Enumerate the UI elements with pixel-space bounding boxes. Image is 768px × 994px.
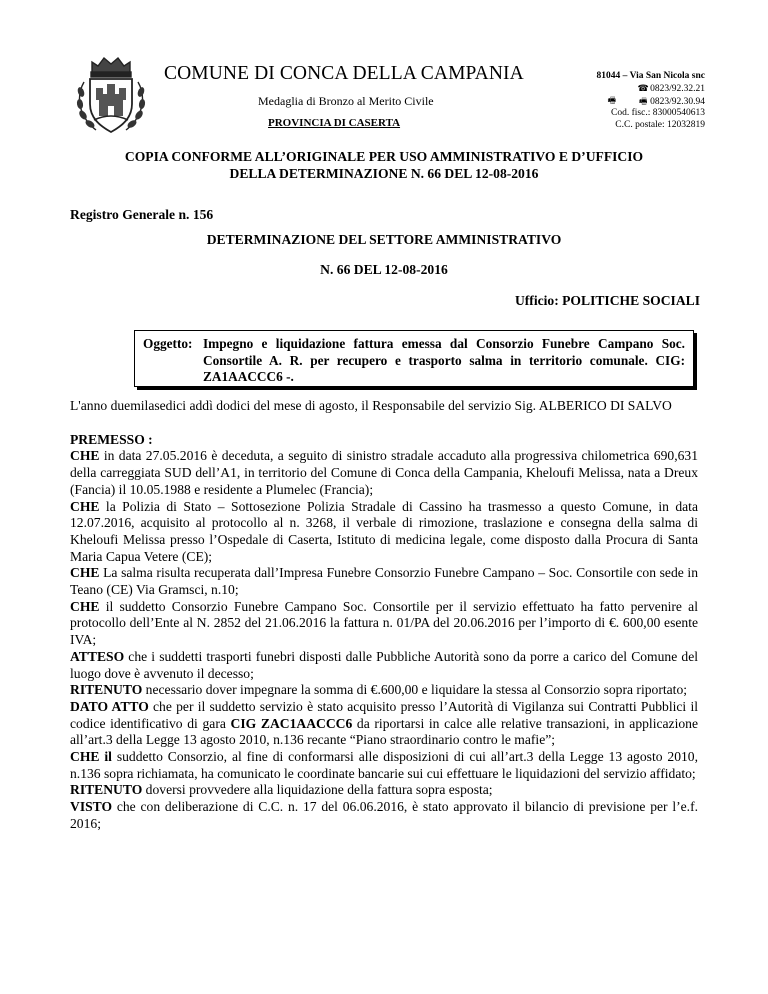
paragraph-text: in data 27.05.2016 è deceduta, a seguito di sinistro stradale accaduto alla progressiva chilometrica 690,631 della carreggiata SUD dell’A1, in territorio del Comune di Conca della Campania, Kheloufi Melissa, nata a Dreux (Fancia) il 10.05.1988 e residente a Plumelec (Francia); <box>70 448 698 497</box>
paragraph-keyword: CHE <box>70 565 100 581</box>
cc-postale-line: C.C. postale: 12032819 <box>615 120 705 131</box>
document-body <box>70 398 698 833</box>
copia-line-2: DELLA DETERMINAZIONE N. 66 DEL 12-08-2016 <box>229 165 539 181</box>
body-paragraph <box>70 682 698 699</box>
municipal-crest-icon <box>72 52 150 138</box>
body-paragraph <box>70 699 698 749</box>
body-paragraph <box>70 565 698 598</box>
registro-generale: Registro Generale n. 156 <box>70 207 214 222</box>
body-paragraph <box>70 749 698 782</box>
fax-number: 0823/92.30.94 <box>650 96 705 107</box>
determinazione-number: N. 66 DEL 12-08-2016 <box>320 262 448 277</box>
determinazione-title: DETERMINAZIONE DEL SETTORE AMMINISTRATIVO <box>206 232 562 247</box>
body-paragraph <box>70 782 698 799</box>
address-line: 81044 – Via San Nicola snc <box>596 71 705 81</box>
ufficio-label: Ufficio: POLITICHE SOCIALI <box>514 293 700 308</box>
body-paragraph <box>70 599 698 649</box>
paragraph-text: suddetto Consorzio, al fine di conformarsi alle disposizioni di cui all’art.3 della Legge 13 agosto 2010, n.136 sopra richiamata, ha comunicato le coordinate bancarie sui cui effettuare le liquidazioni del servizio affidato; <box>70 749 699 781</box>
body-paragraph <box>70 448 698 498</box>
phone-icon: ☎ <box>637 82 649 93</box>
intro-paragraph: L'anno duemilasedici addì dodici del mese di agosto, il Responsabile del servizio Sig. ALBERICO DI SALVO <box>70 398 672 413</box>
copia-conforme-heading <box>70 149 698 182</box>
copia-line-1: COPIA CONFORME ALL’ORIGINALE PER USO AMMINISTRATIVO E D’UFFICIO <box>124 149 644 164</box>
paragraph-keyword: ATTESO <box>70 648 125 664</box>
paragraph-keyword: VISTO <box>70 799 113 815</box>
cig-code: CIG ZAC1AACCC6 <box>230 715 353 731</box>
premesso-heading: PREMESSO : <box>70 431 153 447</box>
paragraph-text: il suddetto Consorzio Funebre Campano Soc. Consortile per il servizio effettuato ha fatto pervenire al protocollo dell’Ente al N. 2852 del 21.06.2016 la fattura n. 01/PA del 20.06.2016 per l’importo di €. 600,00 esente IVA; <box>70 598 698 648</box>
paragraph-keyword: CHE il <box>70 749 112 765</box>
body-paragraph <box>70 799 698 832</box>
paragraph-keyword: CHE <box>70 448 100 464</box>
provincia-label: PROVINCIA DI CASERTA <box>268 117 401 129</box>
oggetto-box <box>134 330 694 387</box>
paragraph-keyword: DATO ATTO <box>70 698 149 714</box>
paragraph-text: La salma risulta recuperata dall’Impresa Funebre Consorzio Funebre Campano – Soc. Consortile con sede in Teano (CE) Via Gramsci, n.10; <box>70 565 698 598</box>
paragraph-text: che con deliberazione di C.C. n. 17 del 06.06.2016, è stato approvato il bilancio di previsione per l’e.f. 2016; <box>70 799 698 831</box>
paragraph-text-cont: da riportarsi in calce alle relative transazioni, in applicazione all’art.3 della Legge 13 agosto 2010, n.136 recante “Piano straordinario contro le mafie”; <box>70 715 698 748</box>
comune-title: COMUNE DI CONCA DELLA CAMPANIA <box>164 63 524 84</box>
paragraph-text: che per il suddetto servizio è stato acquisito presso l’Autorità di Vigilanza sui Contratti Pubblici il codice identificativo di gara <box>70 698 698 731</box>
paragraph-keyword: CHE <box>70 498 100 514</box>
oggetto-text: Impegno e liquidazione fattura emessa dal Consorzio Funebre Campano Soc. Consortile A. R. per recupero e trasporto salma in territorio comunale. CIG: ZA1AACCC6 -. <box>203 336 685 384</box>
paragraph-text: che i suddetti trasporti funebri disposti dalle Pubbliche Autorità sono da porre a carico del Comune del luogo dove è avvenuto il decesso; <box>70 648 698 681</box>
body-paragraph <box>70 649 698 682</box>
paragraph-keyword: RITENUTO <box>70 782 143 798</box>
phone-number: 0823/92.32.21 <box>650 83 705 94</box>
cod-fisc-line: Cod. fisc.: 83000540613 <box>611 108 705 119</box>
fax-icon-secondary: 🖷 <box>607 95 616 105</box>
paragraph-text: la Polizia di Stato – Sottosezione Polizia Stradale di Cassino ha trasmesso a questo Comune, in data 12.07.2016, acquisito al protocollo al n. 3268, il verbale di rimozione, traslazione e consegna della salma di Kheloufi Melissa presso l’Ospedale di Caserta, Istituto di medicina legale, come disposto dalla Procura di Santa Maria Capua Vetere (CE); <box>70 498 698 564</box>
fax-icon: 🖷 <box>638 95 648 106</box>
premesso-list <box>70 448 698 832</box>
oggetto-label: Oggetto: <box>143 336 193 351</box>
body-paragraph <box>70 499 698 566</box>
paragraph-text: necessario dover impegnare la somma di €.600,00 e liquidare la stessa al Consorzio sopra riportato; <box>142 682 688 698</box>
medaglia-subtitle: Medaglia di Bronzo al Merito Civile <box>258 94 434 108</box>
paragraph-keyword: CHE <box>70 598 100 614</box>
paragraph-text: doversi provvedere alla liquidazione della fattura sopra esposta; <box>142 782 493 798</box>
paragraph-keyword: RITENUTO <box>70 682 143 698</box>
